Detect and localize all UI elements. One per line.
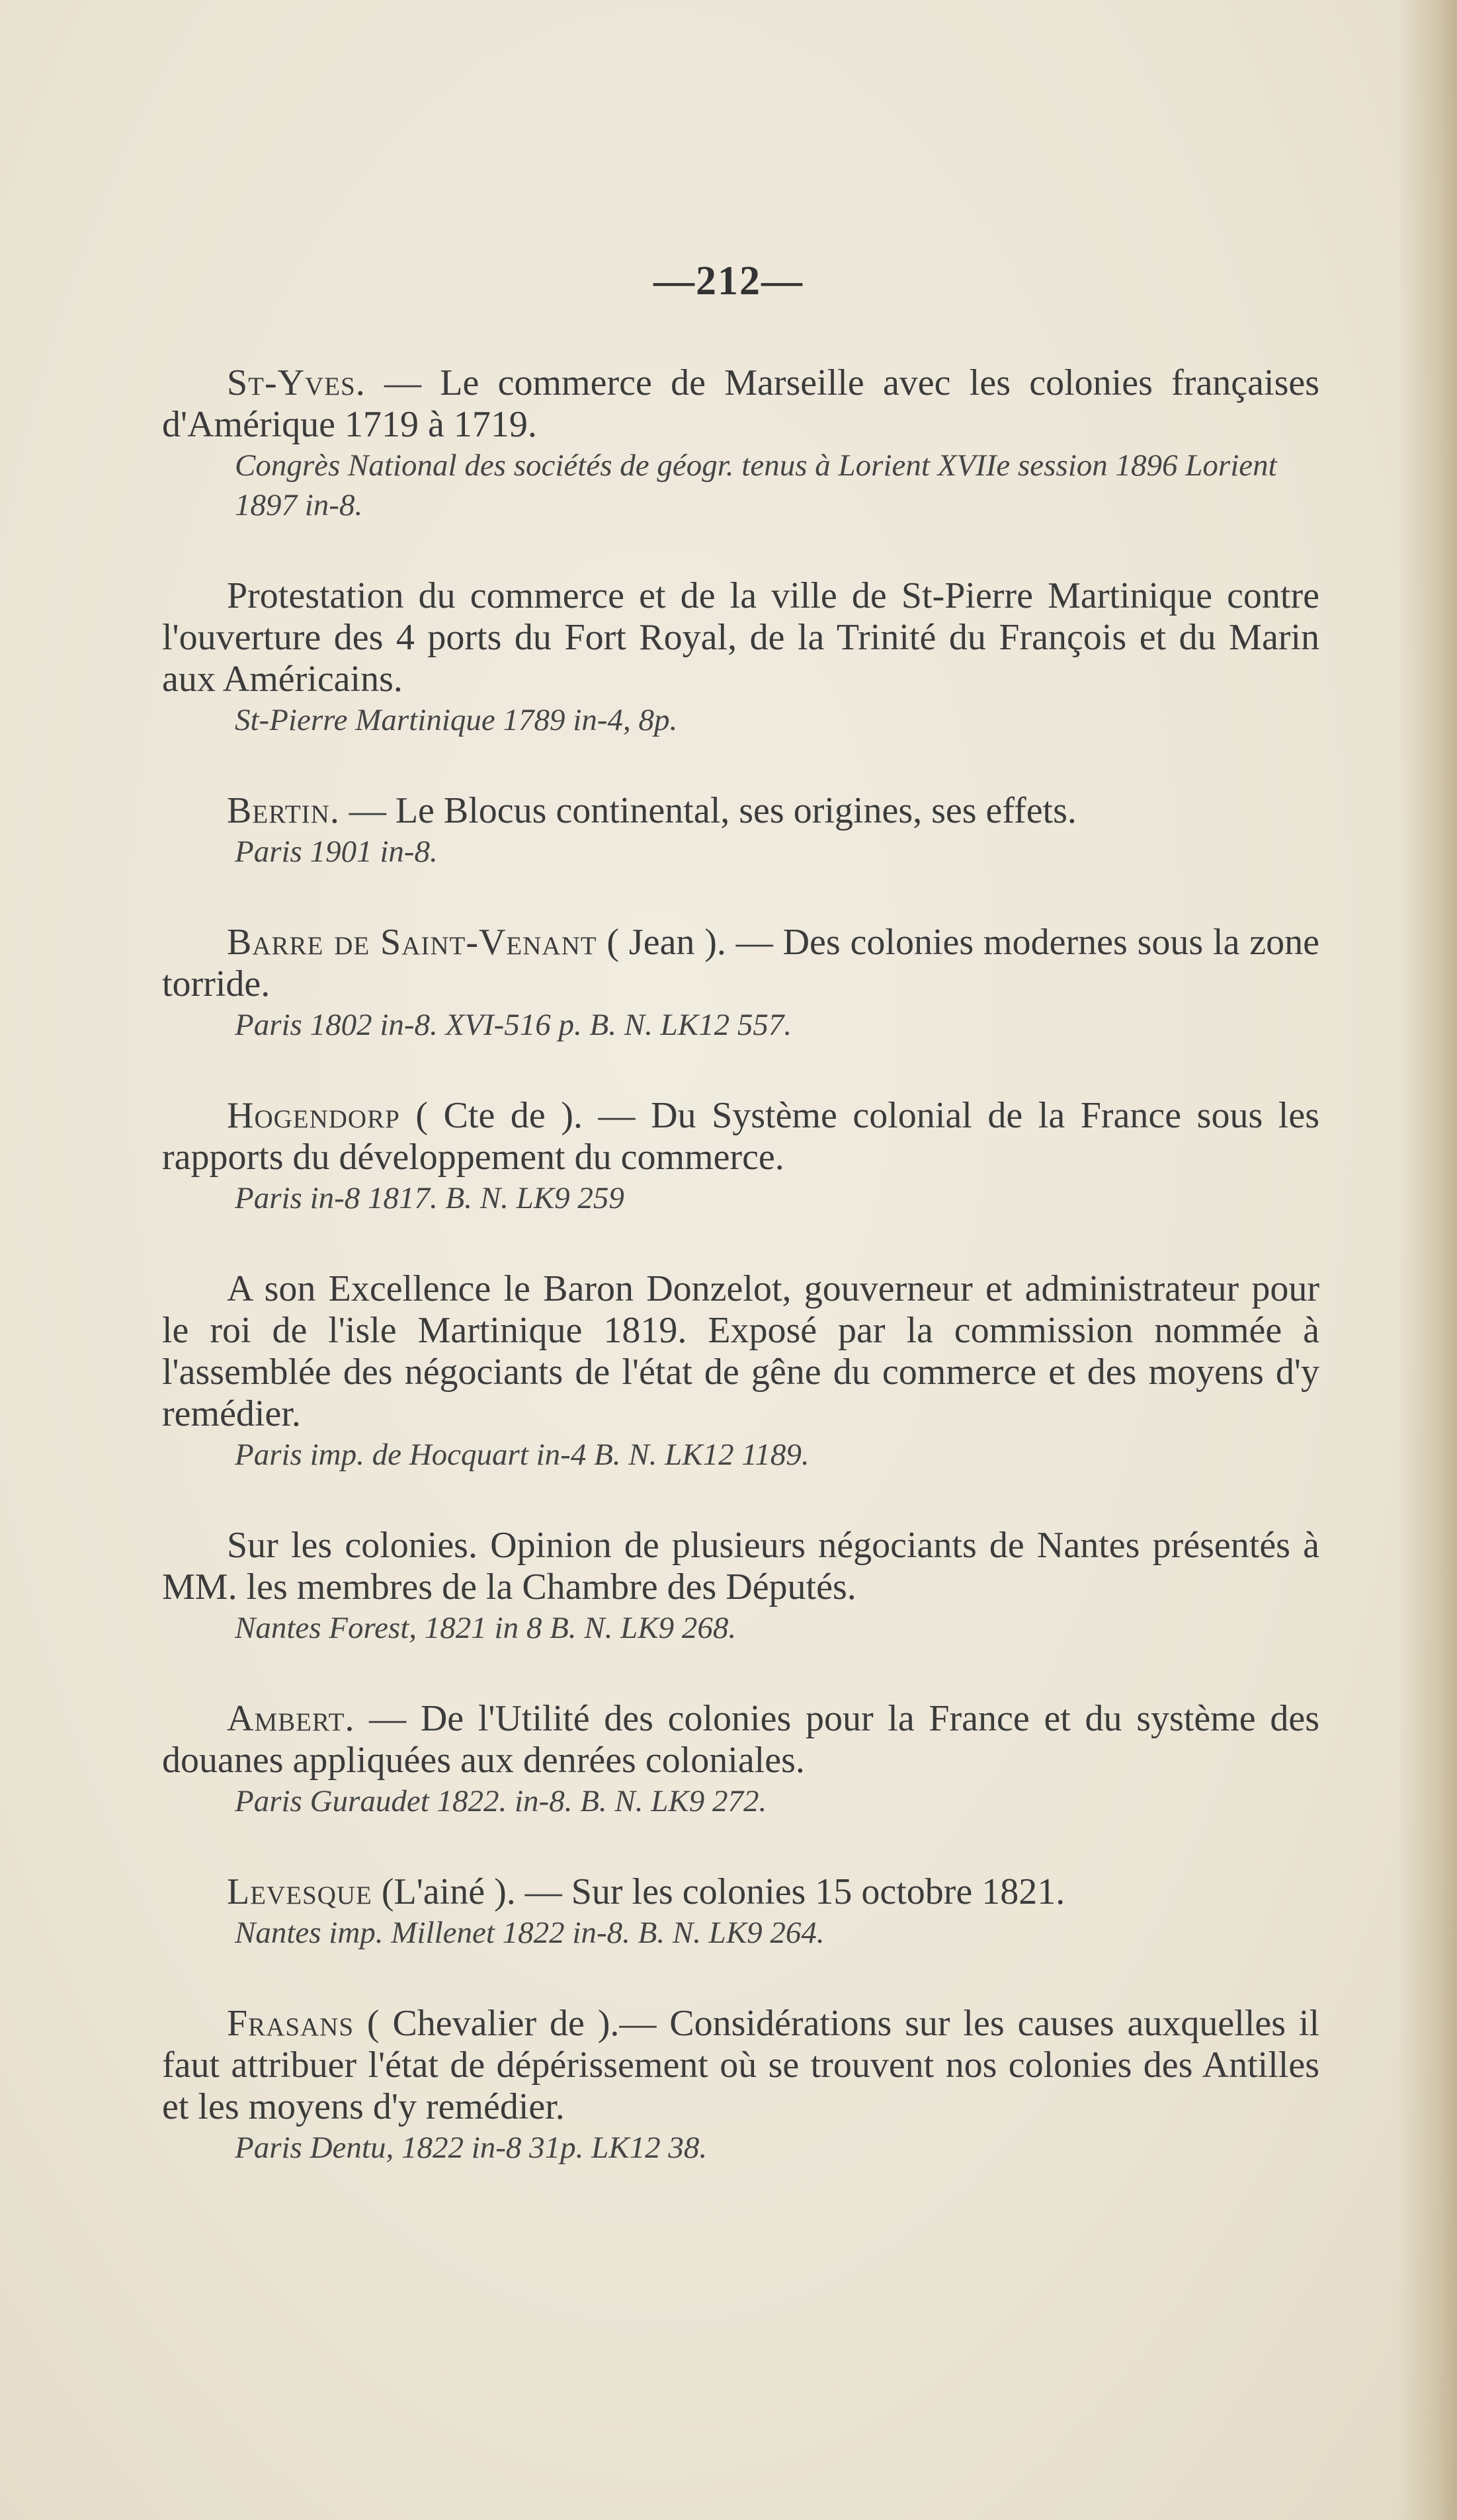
entry-citation: Nantes imp. Millenet 1822 in-8. B. N. LK9 264. <box>235 1916 825 1950</box>
entry-title: — Le commerce de Marseille avec les colonies françaises d'Amérique 1719 à 1719. <box>162 362 1320 445</box>
entry-title: Sur les colonies. Opinion de plusieurs négociants de Nantes présentés à MM. les membres de la Chambre des Députés. <box>162 1525 1319 1607</box>
bibliography-entry-10 <box>162 2003 1319 2168</box>
entry-title: — Le Blocus continental, ses origines, ses effets. <box>349 790 1077 831</box>
entry-title: ( Cte de ). — Du Système colonial de la France sous les rapports du développement du commerce. <box>162 1095 1319 1178</box>
entry-author: Levesque <box>227 1871 372 1912</box>
entry-title: A son Excellence le Baron Donzelot, gouverneur et administrateur pour le roi de l'isle Martinique 1819. Exposé par la commission nommée à l'assemblée des négociants de l'état de gêne du commerce et des moyens d'y remédier. <box>162 1268 1319 1434</box>
bibliography-entry-1 <box>162 362 1319 525</box>
page-number: —212— <box>653 259 804 304</box>
bibliography-entry-9 <box>162 1871 1319 1953</box>
entry-title: ( Chevalier de ).— Considérations sur les causes auxquelles il faut attribuer l'état de dépérissement où se trouvent nos colonies des Antilles et les moyens d'y remédier. <box>162 2003 1320 2127</box>
bibliography-entry-2 <box>162 575 1319 740</box>
entry-author: Frasans <box>227 2003 354 2044</box>
bibliography-entry-4 <box>162 922 1319 1045</box>
entry-author: Hogendorp <box>227 1095 400 1136</box>
bibliography-list <box>162 362 1319 2218</box>
entry-title: (L'ainé ). — Sur les colonies 15 octobre 1821. <box>381 1871 1065 1912</box>
bibliography-entry-3 <box>162 790 1319 872</box>
bibliography-entry-7 <box>162 1525 1319 1648</box>
entry-title: Protestation du commerce et de la ville de St-Pierre Martinique contre l'ouverture des 4 ports du Fort Royal, de la Trinité du François et du Marin aux Américains. <box>162 575 1319 700</box>
entry-author: Barre de Saint-Venant <box>227 922 597 963</box>
bibliography-entry-8 <box>162 1698 1319 1821</box>
entry-citation: Nantes Forest, 1821 in 8 B. N. LK9 268. <box>235 1611 737 1645</box>
entry-citation: Congrès National des sociétés de géogr. tenus à Lorient XVIIe session 1896 Lorient 1897 in-8. <box>235 448 1277 522</box>
entry-citation: Paris Guraudet 1822. in-8. B. N. LK9 272. <box>235 1784 767 1818</box>
bibliography-entry-5 <box>162 1095 1319 1218</box>
entry-title: ( Jean ). — Des colonies modernes sous la zone torride. <box>162 922 1319 1004</box>
entry-citation: Paris imp. de Hocquart in-4 B. N. LK12 1189. <box>235 1438 810 1472</box>
page-edge-shadow <box>1397 0 1457 2520</box>
entry-citation: Paris 1901 in-8. <box>235 834 438 869</box>
entry-author: Bertin. <box>227 790 340 831</box>
entry-author: Ambert. <box>227 1698 355 1739</box>
entry-citation: Paris in-8 1817. B. N. LK9 259 <box>235 1181 624 1215</box>
entry-citation: Paris Dentu, 1822 in-8 31p. LK12 38. <box>235 2131 708 2165</box>
entry-author: St-Yves. <box>227 362 366 403</box>
entry-title: — De l'Utilité des colonies pour la France et du système des douanes appliquées aux denrées coloniales. <box>162 1698 1320 1781</box>
entry-citation: St-Pierre Martinique 1789 in-4, 8p. <box>235 703 678 737</box>
bibliography-entry-6 <box>162 1268 1319 1475</box>
entry-citation: Paris 1802 in-8. XVI-516 p. B. N. LK12 557. <box>235 1008 792 1042</box>
